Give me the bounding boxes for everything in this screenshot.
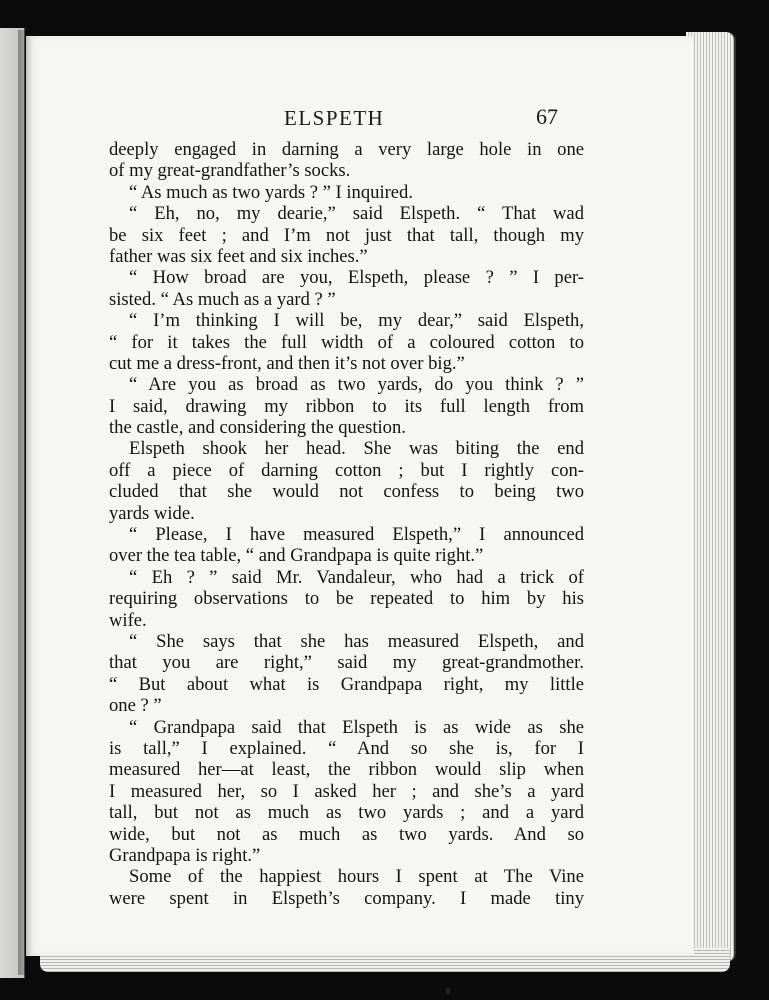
running-head: [26, 106, 694, 136]
text-line: “ Please, I have measured Elspeth,” I announced: [129, 524, 584, 546]
text-line: Grandpapa is right.”: [109, 844, 261, 866]
text-line: “ Eh ? ” said Mr. Vandaleur, who had a trick of: [129, 566, 584, 588]
text-line: cut me a dress-front, and then it’s not over big.”: [109, 352, 465, 374]
text-line: requiring observations to be repeated to him by his: [109, 588, 584, 610]
text-line: “ I’m thinking I will be, my dear,” said Elspeth,: [129, 310, 584, 332]
text-line: wife.: [109, 609, 147, 631]
text-line: “ How broad are you, Elspeth, please ? ” I per-: [129, 267, 584, 289]
text-line: deeply engaged in darning a very large hole in one: [109, 139, 584, 160]
text-line: sisted. “ As much as a yard ? ”: [109, 288, 336, 310]
chapter-title: ELSPETH: [284, 106, 385, 130]
text-line: “ But about what is Grandpapa right, my little: [109, 673, 584, 695]
text-line: Elspeth shook her head. She was biting the end: [129, 438, 584, 460]
text-line: “ She says that she has measured Elspeth, and: [129, 630, 584, 652]
text-line: “ Are you as broad as two yards, do you think ? ”: [129, 374, 584, 396]
text-line: father was six feet and six inches.”: [109, 245, 368, 267]
page-number: 67: [536, 104, 558, 129]
text-line: off a piece of darning cotton ; but I rightly con-: [109, 459, 584, 481]
text-line: tall, but not as much as two yards ; and a yard: [109, 802, 584, 824]
page-mark: [446, 988, 450, 994]
text-line: “ As much as two yards ? ” I inquired.: [129, 181, 413, 203]
text-line: the castle, and considering the question.: [109, 417, 406, 439]
binding-shadow: [18, 30, 32, 975]
text-line: Some of the happiest hours I spent at The Vine: [129, 866, 584, 888]
text-line: I measured her, so I asked her ; and she’s a yard: [109, 780, 584, 802]
text-line: is tall,” I explained. “ And so she is, for I: [109, 737, 584, 759]
text-line: measured her—at least, the ribbon would slip when: [109, 759, 584, 781]
body-text: [109, 139, 584, 909]
text-line: cluded that she would not confess to being two: [109, 481, 584, 503]
text-line: “ Grandpapa said that Elspeth is as wide as she: [129, 716, 584, 738]
text-line: “ Eh, no, my dearie,” said Elspeth. “ That wad: [129, 203, 584, 225]
text-line: were spent in Elspeth’s company. I made tiny: [109, 887, 584, 909]
text-line: of my great-grandfather’s socks.: [109, 160, 351, 182]
text-line: “ for it takes the full width of a coloured cotton to: [109, 331, 584, 353]
text-line: I said, drawing my ribbon to its full length from: [109, 395, 584, 417]
text-line: one ? ”: [109, 695, 162, 717]
text-line: yards wide.: [109, 502, 195, 524]
text-line: over the tea table, “ and Grandpapa is quite right.”: [109, 545, 484, 567]
text-line: be six feet ; and I’m not just that tall, though my: [109, 224, 584, 246]
text-line: that you are right,” said my great-grandmother.: [109, 652, 584, 674]
book-page: [26, 36, 694, 956]
text-line: wide, but not as much as two yards. And so: [109, 823, 584, 845]
